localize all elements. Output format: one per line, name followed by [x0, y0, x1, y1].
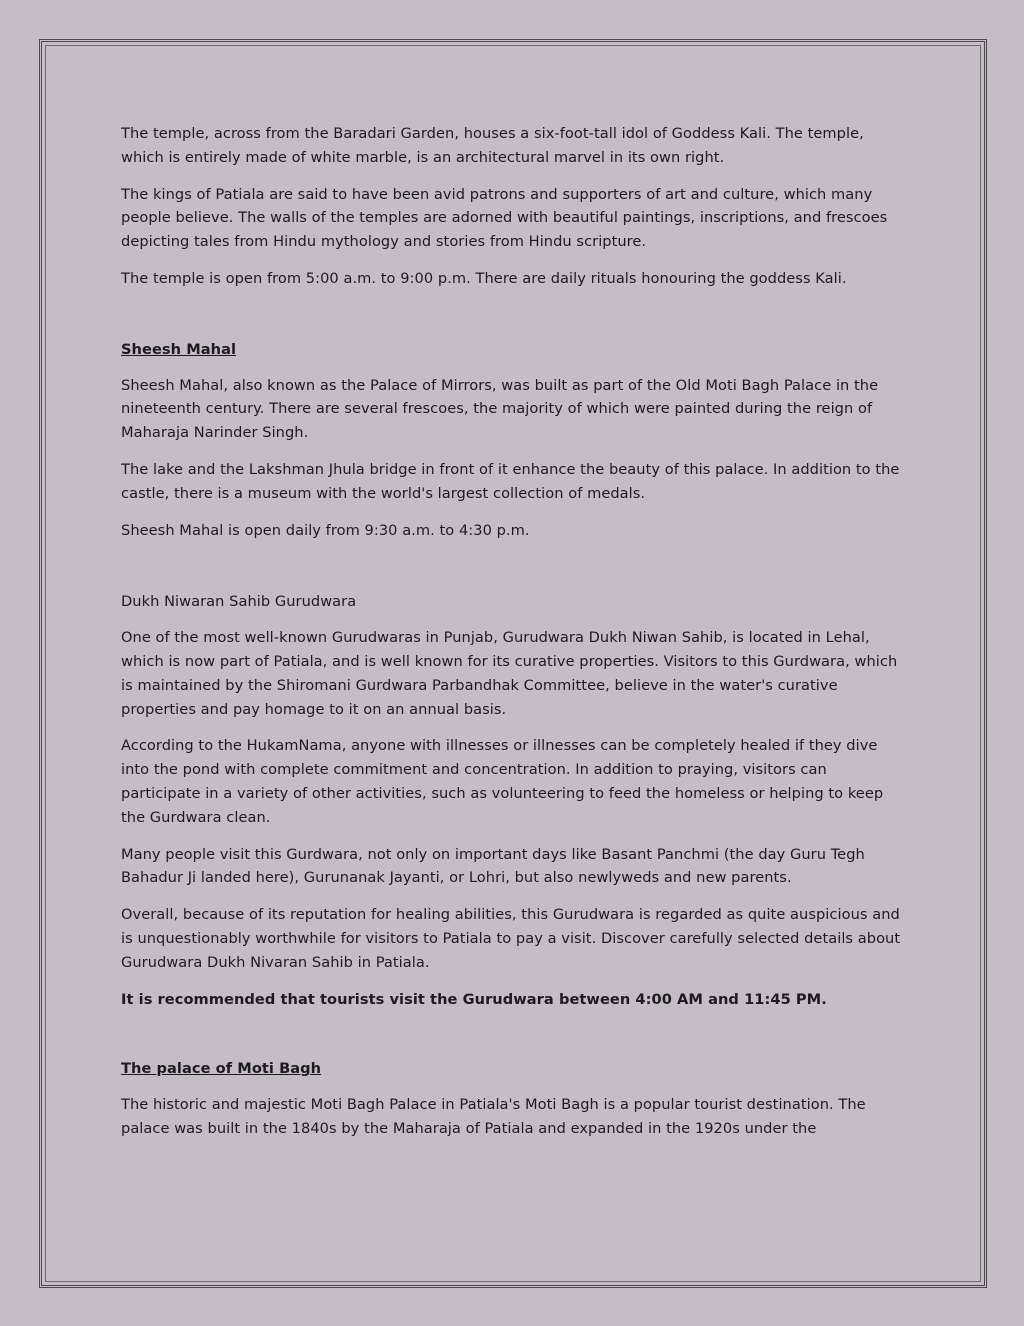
gurudwara-paragraph-2: According to the HukamNama, anyone with illnesses or illnesses can be completely healed if they dive into the pond with complete commitment and concentration. In addition to praying, visitors can participate in a variety of other activities, such as volunteering to feed the homeless or helping to keep the Gurdwara clean. [121, 737, 884, 826]
gurudwara-heading: Dukh Niwaran Sahib Gurudwara [121, 593, 357, 611]
sheesh-mahal-paragraph-2: The lake and the Lakshman Jhula bridge in front of it enhance the beauty of this palace. In addition to the castle, there is a museum with the world's largest collection of medals. [121, 460, 900, 502]
gurudwara-visiting-hours: It is recommended that tourists visit the Gurudwara between 4:00 AM and 11:45 PM. [121, 990, 827, 1008]
gurudwara-paragraph-1: One of the most well-known Gurudwaras in Punjab, Gurudwara Dukh Niwan Sahib, is located in Lehal, which is now part of Patiala, and is well known for its curative properties. Visitors to this Gurdwara, which is maintained by the Shiromani Gurdwara Parbandhak Committee, believe in the water's curative properties and pay homage to it on an annual basis. [121, 629, 898, 718]
sheesh-mahal-heading: Sheesh Mahal [121, 340, 237, 358]
gurudwara-paragraph-3: Many people visit this Gurdwara, not only on important days like Basant Panchmi (the day Guru Tegh Bahadur Ji landed here), Gurunanak Jayanti, or Lohri, but also newlyweds and new parents. [121, 845, 865, 887]
temple-paragraph-3: The temple is open from 5:00 a.m. to 9:00 p.m. There are daily rituals honouring the goddess Kali. [121, 269, 847, 287]
moti-bagh-paragraph-1: The historic and majestic Moti Bagh Palace in Patiala's Moti Bagh is a popular tourist destination. The palace was built in the 1840s by the Maharaja of Patiala and expanded in the 1920s under the [121, 1096, 866, 1137]
document-body [121, 122, 905, 1154]
sheesh-mahal-paragraph-1: Sheesh Mahal, also known as the Palace of Mirrors, was built as part of the Old Moti Bagh Palace in the nineteenth century. There are several frescoes, the majority of which were painted during the reign of Maharaja Narinder Singh. [121, 376, 879, 442]
gurudwara-paragraph-4: Overall, because of its reputation for healing abilities, this Gurudwara is regarded as quite auspicious and is unquestionably worthwhile for visitors to Patiala to pay a visit. Discover carefully selected details about Gurudwara Dukh Nivaran Sahib in Patiala. [121, 906, 901, 971]
sheesh-mahal-paragraph-3: Sheesh Mahal is open daily from 9:30 a.m. to 4:30 p.m. [121, 521, 530, 539]
moti-bagh-heading: The palace of Moti Bagh [121, 1060, 322, 1078]
temple-paragraph-1: The temple, across from the Baradari Garden, houses a six-foot-tall idol of Goddess Kali. The temple, which is entirely made of white marble, is an architectural marvel in its own right. [121, 125, 864, 166]
temple-paragraph-2: The kings of Patiala are said to have been avid patrons and supporters of art and culture, which many people believe. The walls of the temples are adorned with beautiful paintings, inscriptions, and frescoes depicting tales from Hindu mythology and stories from Hindu scripture. [121, 185, 888, 251]
